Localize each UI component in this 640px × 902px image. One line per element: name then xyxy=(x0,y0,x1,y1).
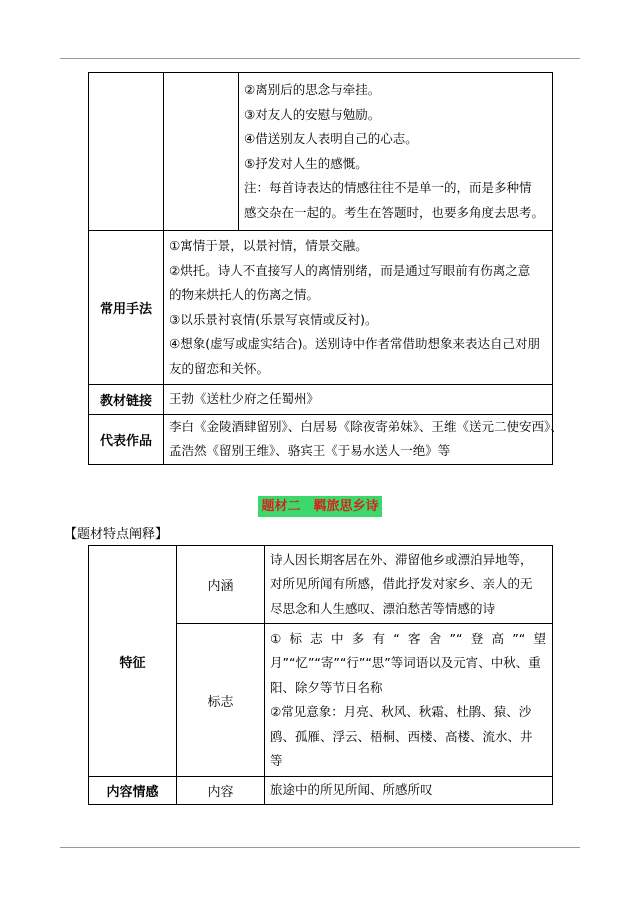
text-line: ④想象(虚写或虚实结合)。送别诗中作者常借助想象来表达自己对朋 xyxy=(169,336,540,351)
table-row xyxy=(89,385,553,415)
marker-first-line: ①标志中多有“客舍”“登高”“望 xyxy=(270,630,546,646)
section-label: 【题材特点阐释】 xyxy=(64,527,169,542)
table-row xyxy=(89,777,553,805)
text-line: 的物来烘托人的伤离之情。 xyxy=(169,287,320,302)
table-row xyxy=(89,231,553,385)
content-text: 旅途中的所见所闻、所感所叹 xyxy=(270,782,433,797)
text-line: 感交杂在一起的。考生在答题时，也要多角度去思考。 xyxy=(244,204,545,220)
table-row xyxy=(89,546,553,624)
marker-label: 标志 xyxy=(177,624,265,777)
textbook-cell xyxy=(164,385,553,415)
text-line: 注：每首诗表达的情感往往不是单一的，而是多种情 xyxy=(244,180,532,195)
text-line: 李白《金陵酒肆留别》、白居易《除夜寄弟妹》、王维《送元二使安西》、 xyxy=(169,418,563,434)
text-line: 孟浩然《留别王维》、骆宾王《于易水送人一绝》等 xyxy=(169,443,451,458)
techniques-text xyxy=(164,231,552,384)
text-line: 月”“忆”“寄”“行”“思”等词语以及元宵、中秋、重 xyxy=(270,655,541,670)
content-cell xyxy=(265,777,553,805)
works-label: 代表作品 xyxy=(89,414,164,464)
techniques-cell xyxy=(164,231,553,385)
empty-cell xyxy=(164,73,239,231)
text-line: 诗人因长期客居在外、滞留他乡或漂泊异地等， xyxy=(270,551,533,567)
marker-text xyxy=(265,626,552,775)
text-line: ④借送别友人表明自己的心志。 xyxy=(244,131,418,146)
techniques-label: 常用手法 xyxy=(89,231,164,385)
homesick-poem-table xyxy=(88,545,553,805)
text-line: ②离别后的思念与牵挂。 xyxy=(244,82,381,97)
works-cell xyxy=(164,414,563,464)
content-label: 内容 xyxy=(177,777,265,805)
feelings-text xyxy=(239,75,552,228)
text-line: 友的留恋和关怀。 xyxy=(169,360,270,376)
connotation-text xyxy=(265,547,552,623)
table-row xyxy=(89,414,553,464)
connotation-cell xyxy=(265,546,553,624)
textbook-text: 王勃《送杜少府之任蜀州》 xyxy=(169,391,320,406)
text-line: ②烘托。诗人不直接写人的离情别绪，而是通过写眼前有伤离之意 xyxy=(169,262,531,278)
text-line: ③对友人的安慰与勉励。 xyxy=(244,106,381,122)
text-line: 阳、除夕等节日名称 xyxy=(270,679,383,695)
text-line: ②常见意象：月亮、秋风、秋霜、杜鹃、猿、沙 xyxy=(270,704,532,719)
marker-cell xyxy=(265,624,553,777)
text-line: 等 xyxy=(270,753,283,768)
table-row xyxy=(89,73,553,231)
header-rule xyxy=(60,58,580,59)
footer-rule xyxy=(60,847,580,848)
empty-cell xyxy=(89,73,164,231)
feelings-cell xyxy=(239,73,553,231)
textbook-label: 教材链接 xyxy=(89,385,164,415)
text-line: 鸥、孤雁、浮云、梧桐、西楼、高楼、流水、井 xyxy=(270,728,533,744)
farewell-poem-table xyxy=(88,72,563,465)
connotation-label: 内涵 xyxy=(177,546,265,624)
text-line: ③以乐景衬哀情(乐景写哀情或反衬)。 xyxy=(169,311,378,327)
text-line: ⑤抒发对人生的感慨。 xyxy=(244,155,368,171)
works-text xyxy=(164,415,563,464)
content-emotion-label: 内容情感 xyxy=(89,777,177,805)
text-line: ①寓情于景，以景衬情，情景交融。 xyxy=(169,238,368,253)
text-line: 对所见所闻有所感，借此抒发对家乡、亲人的无 xyxy=(270,576,533,592)
feature-label: 特征 xyxy=(89,546,177,777)
text-line: 尽思念和人生感叹、漂泊愁苦等情感的诗 xyxy=(270,600,496,616)
topic-banner: 题材二 羁旅思乡诗 xyxy=(258,496,382,517)
